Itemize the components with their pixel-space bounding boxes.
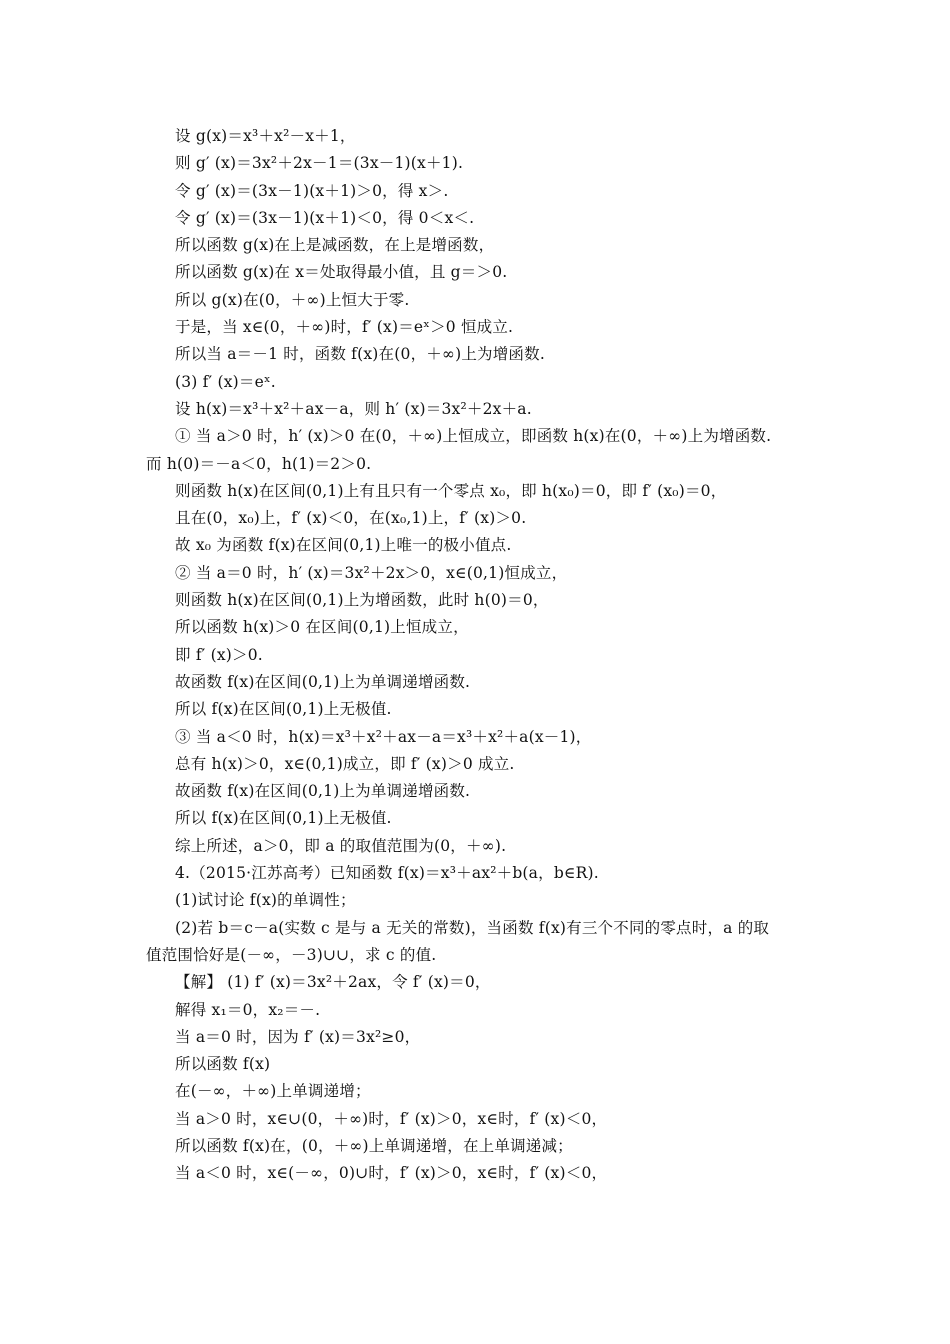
text-line: 综上所述，a＞0，即 a 的取值范围为(0，＋∞). (175, 836, 507, 855)
text-line: 故函数 f(x)在区间(0,1)上为单调递增函数. (175, 672, 471, 691)
text-line: ① 当 a＞0 时，h′ (x)＞0 在(0，＋∞)上恒成立，即函数 h(x)在(0，＋∞)上为增函数. (175, 427, 772, 446)
text-line: (1)试讨论 f(x)的单调性； (175, 891, 356, 910)
text-line: 【解】 (1) f′ (x)＝3x²＋2ax，令 f′ (x)＝0， (175, 973, 491, 992)
text-line: 所以函数 f(x) (175, 1055, 271, 1074)
text-line: 解得 x₁＝0，x₂＝－. (175, 1000, 321, 1019)
text-line: 所以函数 g(x)在 x＝处取得最小值，且 g＝＞0. (175, 263, 508, 282)
text-line: (3) f′ (x)＝eˣ. (175, 372, 276, 391)
text-line: ② 当 a＝0 时，h′ (x)＝3x²＋2x＞0，x∈(0,1)恒成立， (175, 563, 568, 582)
text-line: 则函数 h(x)在区间(0,1)上为增函数，此时 h(0)＝0， (175, 591, 549, 610)
text-line: 在(－∞，＋∞)上单调递增； (175, 1082, 371, 1101)
text-line: 令 g′ (x)＝(3x－1)(x＋1)＜0，得 0＜x＜. (175, 208, 475, 227)
text-line: ③ 当 a＜0 时，h(x)＝x³＋x²＋ax－a＝x³＋x²＋a(x－1)， (175, 727, 592, 746)
text-line: 总有 h(x)＞0，x∈(0,1)成立，即 f′ (x)＞0 成立. (175, 754, 515, 773)
text-line: 所以函数 g(x)在上是减函数，在上是增函数， (175, 236, 495, 255)
document-body (146, 123, 826, 1188)
text-line: 所以 g(x)在(0，＋∞)上恒大于零. (175, 290, 410, 309)
text-line: 当 a＞0 时，x∈∪(0，＋∞)时，f′ (x)＞0，x∈时，f′ (x)＜0， (175, 1109, 608, 1128)
text-line: 故 x₀ 为函数 f(x)在区间(0,1)上唯一的极小值点. (175, 536, 512, 555)
text-line: 故函数 f(x)在区间(0,1)上为单调递增函数. (175, 782, 471, 801)
text-line: 于是，当 x∈(0，＋∞)时，f′ (x)＝eˣ＞0 恒成立. (175, 318, 514, 337)
text-line: 设 h(x)＝x³＋x²＋ax－a，则 h′ (x)＝3x²＋2x＋a. (175, 399, 532, 418)
text-line: 所以 f(x)在区间(0,1)上无极值. (175, 809, 392, 828)
text-line: 则函数 h(x)在区间(0,1)上有且只有一个零点 x₀，即 h(x₀)＝0，即 f′ (x₀)＝0， (175, 481, 727, 500)
text-line: 当 a＝0 时，因为 f′ (x)＝3x²≥0， (175, 1027, 421, 1046)
text-line: 而 h(0)＝－a＜0，h(1)＝2＞0. (146, 454, 372, 473)
text-line: 令 g′ (x)＝(3x－1)(x＋1)＞0，得 x＞. (175, 181, 449, 200)
text-line: 且在(0，x₀)上，f′ (x)＜0，在(x₀,1)上，f′ (x)＞0. (175, 509, 527, 528)
text-line: 值范围恰好是(－∞，－3)∪∪，求 c 的值. (146, 945, 437, 964)
text-line: 当 a＜0 时，x∈(－∞，0)∪时，f′ (x)＞0，x∈时，f′ (x)＜0， (175, 1164, 608, 1183)
text-line: 所以函数 h(x)＞0 在区间(0,1)上恒成立， (175, 618, 469, 637)
text-line: (2)若 b＝c－a(实数 c 是与 a 无关的常数)，当函数 f(x)有三个不同的零点时，a 的取 (175, 918, 770, 937)
text-line: 设 g(x)＝x³＋x²－x＋1， (175, 127, 356, 145)
text-line: 所以函数 f(x)在，(0，＋∞)上单调递增，在上单调递减； (175, 1136, 573, 1155)
text-line: 所以当 a＝－1 时，函数 f(x)在(0，＋∞)上为增函数. (175, 345, 545, 364)
text-line: 即 f′ (x)＞0. (175, 645, 263, 664)
text-line: 所以 f(x)在区间(0,1)上无极值. (175, 700, 392, 719)
text-line: 4.（2015·江苏高考）已知函数 f(x)＝x³＋ax²＋b(a，b∈R). (175, 864, 599, 883)
text-line: 则 g′ (x)＝3x²＋2x－1＝(3x－1)(x＋1). (175, 154, 464, 173)
